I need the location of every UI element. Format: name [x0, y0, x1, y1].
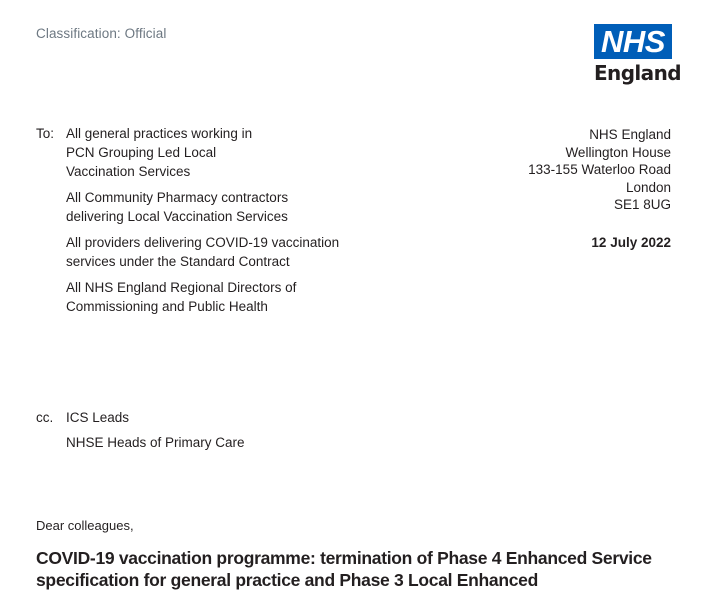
address-line: Wellington House: [565, 144, 671, 160]
to-recipients-block: [36, 124, 376, 323]
recipient-item: All NHS England Regional Directors of Commissioning and Public Health: [66, 280, 297, 314]
cc-recipients-block: [36, 408, 245, 458]
cc-recipient-item: NHSE Heads of Primary Care: [66, 435, 245, 450]
letter-subject-heading: COVID-19 vaccination programme: termination of Phase 4 Enhanced Service specification for general practice and Phase 3 Local Enhanced: [36, 548, 652, 590]
cc-recipient-list: [66, 408, 245, 458]
sender-address: [528, 126, 671, 214]
classification-label: Classification: Official: [36, 26, 167, 41]
nhs-logo-mark: NHS: [594, 24, 672, 59]
cc-recipient-item: ICS Leads: [66, 410, 130, 425]
to-recipient-list: [66, 124, 376, 323]
salutation: Dear colleagues,: [36, 518, 134, 533]
letter-date: 12 July 2022: [591, 235, 671, 250]
cc-label: cc.: [36, 410, 54, 425]
address-line: SE1 8UG: [613, 197, 671, 212]
address-line: 133-155 Waterloo Road: [528, 162, 671, 177]
recipient-item: All providers delivering COVID-19 vaccination services under the Standard Contract: [66, 235, 340, 269]
nhs-england-logo: [594, 24, 681, 86]
recipient-item: All general practices working in PCN Grouping Led Local Vaccination Services: [66, 126, 253, 179]
address-line: NHS England: [589, 127, 671, 142]
to-label: To:: [36, 126, 55, 141]
nhs-logo-subtitle: England: [594, 61, 681, 85]
address-line: London: [625, 179, 671, 195]
recipient-item: All Community Pharmacy contractors delivering Local Vaccination Services: [66, 190, 289, 224]
